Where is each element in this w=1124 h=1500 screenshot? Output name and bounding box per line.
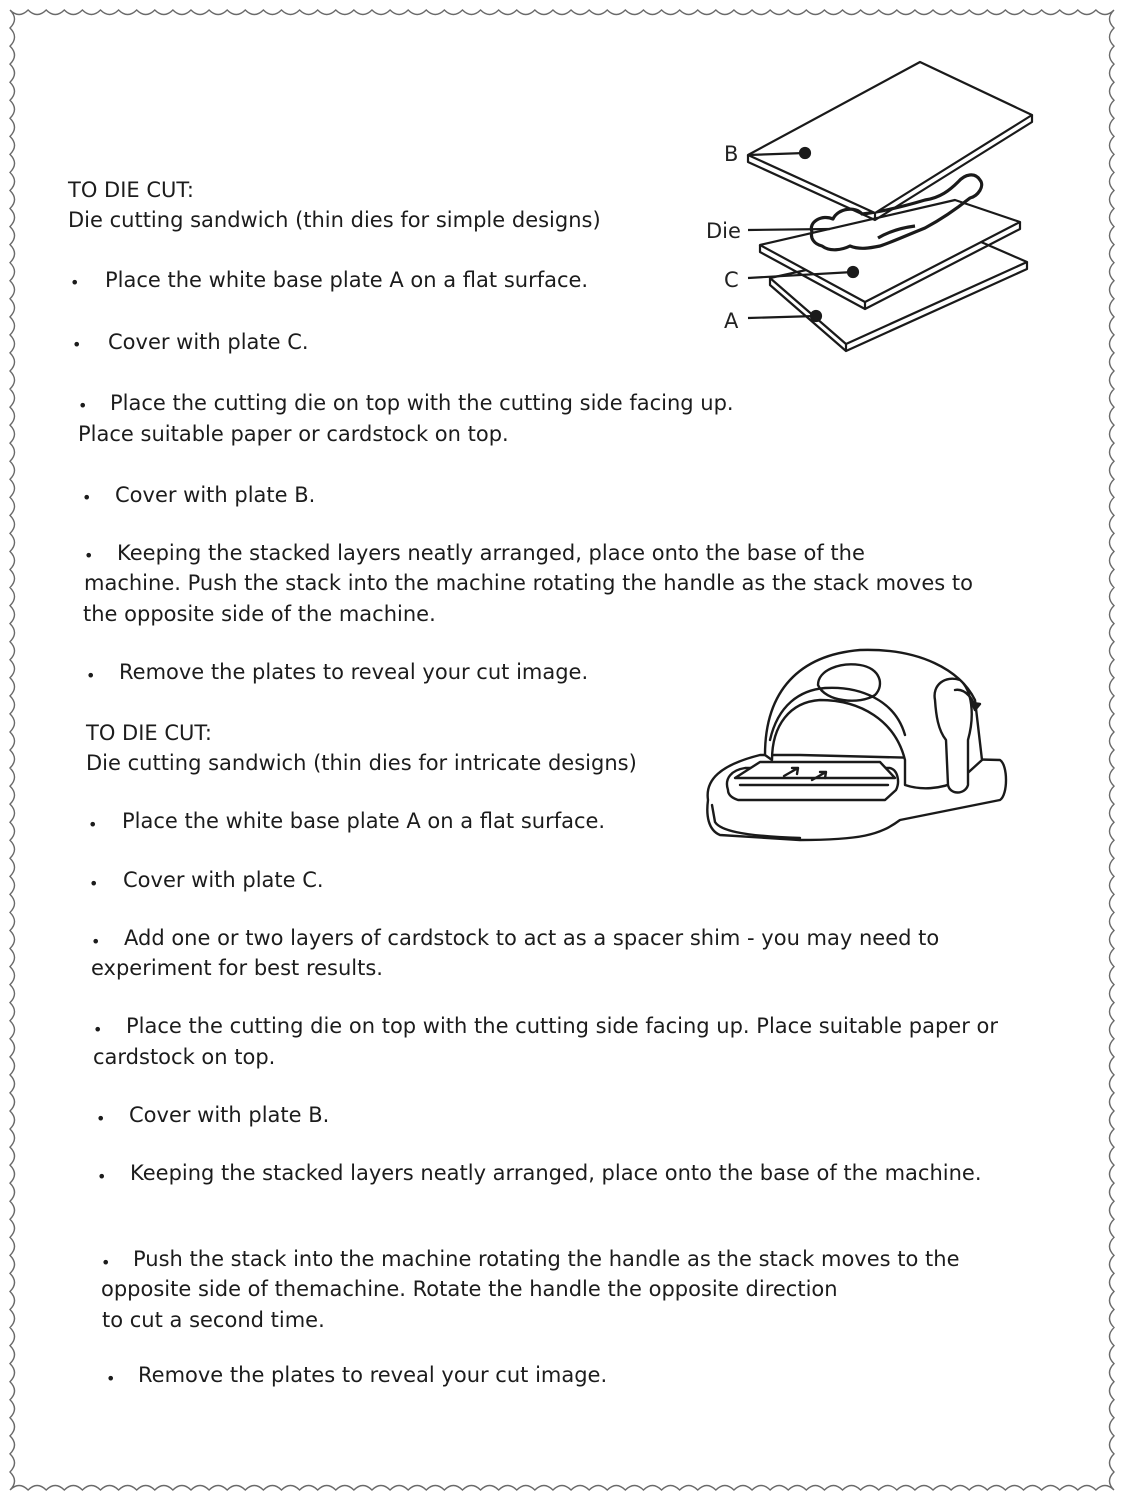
step-text: Cover with plate C.	[123, 868, 324, 892]
bullet: •	[82, 488, 92, 507]
step-text: Keeping the stacked layers neatly arranged, place onto the base of the machine.	[130, 1161, 982, 1185]
section1-heading: TO DIE CUT: Die cutting sandwich (thin dies for simple designs)	[68, 178, 601, 232]
step-text: cardstock on top.	[93, 1045, 276, 1069]
section2-heading: TO DIE CUT: Die cutting sandwich (thin dies for intricate designs)	[86, 721, 637, 775]
step-text: Remove the plates to reveal your cut image.	[138, 1363, 608, 1387]
bullet: •	[84, 546, 94, 565]
label-c: C	[724, 268, 739, 292]
bullet: •	[97, 1167, 107, 1186]
step-text: to cut a second time.	[102, 1308, 325, 1332]
plate-stack-illustration	[740, 55, 1040, 360]
label-b: B	[724, 142, 739, 166]
bullet: •	[106, 1369, 116, 1388]
step-text: opposite side of themachine. Rotate the handle the opposite direction	[101, 1277, 838, 1301]
label-a: A	[724, 309, 739, 333]
step-text: Place the white base plate A on a flat surface.	[122, 809, 606, 833]
bullet: •	[101, 1253, 111, 1272]
step-text: Place the cutting die on top with the cutting side facing up.	[110, 391, 734, 415]
step-text: Add one or two layers of cardstock to act as a spacer shim - you may need to	[124, 926, 940, 950]
step-text: Place suitable paper or cardstock on top.	[78, 422, 509, 446]
bullet: •	[93, 1020, 103, 1039]
plate-b	[748, 62, 1032, 220]
step-text: machine. Push the stack into the machine rotating the handle as the stack moves to	[84, 571, 973, 595]
bullet: •	[88, 815, 98, 834]
step-text: Place the white base plate A on a flat surface.	[105, 268, 589, 292]
bullet: •	[89, 874, 99, 893]
step-text: Place the cutting die on top with the cutting side facing up. Place suitable paper or	[126, 1014, 998, 1038]
step-text: Remove the plates to reveal your cut image.	[119, 660, 589, 684]
step-text: the opposite side of the machine.	[83, 602, 436, 626]
bullet: •	[72, 335, 82, 354]
label-die: Die	[706, 219, 741, 243]
step-text: Cover with plate B.	[129, 1103, 330, 1127]
bullet: •	[86, 666, 96, 685]
bullet: •	[96, 1109, 106, 1128]
step-text: Cover with plate B.	[115, 483, 316, 507]
bullet: •	[91, 932, 101, 951]
step-text: experiment for best results.	[91, 956, 383, 980]
machine-illustration	[700, 645, 1020, 845]
step-text: Cover with plate C.	[108, 330, 309, 354]
step-text: Push the stack into the machine rotating the handle as the stack moves to the	[133, 1247, 960, 1271]
bullet: •	[78, 396, 88, 415]
step-text: Keeping the stacked layers neatly arranged, place onto the base of the	[117, 541, 865, 565]
bullet: •	[70, 273, 80, 292]
